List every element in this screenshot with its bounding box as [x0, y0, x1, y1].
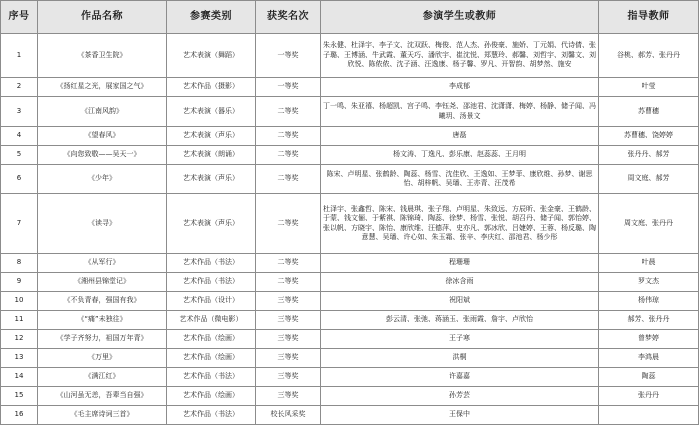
table-row	[1, 146, 699, 165]
cell-teacher: 周文庭、张丹丹	[599, 194, 699, 254]
cell-teacher: 张丹丹	[599, 387, 699, 406]
cell-award: 三等奖	[256, 368, 321, 387]
cell-work: 《望春风》	[38, 127, 167, 146]
cell-work: 《毛主席诗词三首》	[38, 406, 167, 425]
cell-work: 《茶香卫生院》	[38, 34, 167, 78]
cell-members: 朱永健、杜泽宇、李子文、沈双跃、梅俊、范人杰、孙俊豪、施娇、丁元娟、代诗倩、张子璐、王博涵、牛武霞、董天巧、潘欣宇、崔沈悦、郑慧玲、郝馨、刘哲宇、刘馨文、刘欣悦、陈侬侬、沈子涵、汪逸康、杨子馨、罗凡、开智韵、胡梦然、施安	[321, 34, 599, 78]
cell-members: 李成郁	[321, 78, 599, 97]
cell-teacher: 周文庭、郝芳	[599, 165, 699, 194]
cell-category: 艺术作品（书法）	[167, 273, 256, 292]
cell-members: 丁一鸣、朱亚禧、杨超凯、宫子鸣、李钰尧、邵池君、沈潇潇、梅婷、杨静、储子闻、冯曦玥、汤景文	[321, 97, 599, 127]
cell-teacher	[599, 406, 699, 425]
cell-category: 艺术作品（微电影）	[167, 311, 256, 330]
table-row	[1, 127, 699, 146]
cell-category: 艺术表演（器乐）	[167, 97, 256, 127]
cell-members: 彭云清、张弛、蒋涵玉、张雨霞、詹宇、卢欣怡	[321, 311, 599, 330]
cell-no: 4	[1, 127, 38, 146]
table-row	[1, 78, 699, 97]
cell-no: 11	[1, 311, 38, 330]
header-award: 获奖名次	[256, 1, 321, 34]
cell-award: 一等奖	[256, 78, 321, 97]
table-row	[1, 349, 699, 368]
cell-members: 杨文涛、丁逸凡、彭乐康、赵蕊蕊、王月明	[321, 146, 599, 165]
cell-teacher: 李鸿晨	[599, 349, 699, 368]
cell-category: 艺术表演（声乐）	[167, 127, 256, 146]
cell-teacher: 谷桃、郝芳、张丹丹	[599, 34, 699, 78]
cell-members: 陈宋、卢明星、张鹤龄、陶蕊、杨雪、沈佳欣、王逸如、王梦菲、康欣维、孙梦、谢思怡、胡梓帆、吴璠、王亦青、汪茂希	[321, 165, 599, 194]
cell-award: 二等奖	[256, 254, 321, 273]
cell-award: 一等奖	[256, 34, 321, 78]
cell-teacher: 曾梦婷	[599, 330, 699, 349]
cell-no: 1	[1, 34, 38, 78]
cell-award: 三等奖	[256, 330, 321, 349]
cell-work: 《江南风韵》	[38, 97, 167, 127]
cell-members: 孙芳芸	[321, 387, 599, 406]
cell-category: 艺术表演（声乐）	[167, 165, 256, 194]
cell-members: 徐冰含雨	[321, 273, 599, 292]
cell-work: 《湘州县锦堂记》	[38, 273, 167, 292]
cell-work: 《读寻》	[38, 194, 167, 254]
cell-category: 艺术表演（舞蹈）	[167, 34, 256, 78]
cell-category: 艺术作品（书法）	[167, 368, 256, 387]
cell-award: 二等奖	[256, 273, 321, 292]
cell-teacher: 罗文杰	[599, 273, 699, 292]
table-row	[1, 406, 699, 425]
cell-no: 12	[1, 330, 38, 349]
cell-teacher: 叶莹	[599, 78, 699, 97]
cell-category: 艺术作品（绘画）	[167, 330, 256, 349]
cell-no: 9	[1, 273, 38, 292]
cell-work: 《不负青春，强国有我》	[38, 292, 167, 311]
table-row	[1, 254, 699, 273]
header-no: 序号	[1, 1, 38, 34]
cell-award: 三等奖	[256, 311, 321, 330]
cell-work: 《山河虽无恙，吾辈当自强》	[38, 387, 167, 406]
cell-teacher: 陶蕊	[599, 368, 699, 387]
cell-members: 程珊珊	[321, 254, 599, 273]
header-members: 参演学生或教师	[321, 1, 599, 34]
cell-no: 5	[1, 146, 38, 165]
cell-work: 《少年》	[38, 165, 167, 194]
table-body	[1, 34, 699, 425]
cell-no: 7	[1, 194, 38, 254]
cell-category: 艺术表演（声乐）	[167, 194, 256, 254]
cell-work: 《满江红》	[38, 368, 167, 387]
cell-no: 2	[1, 78, 38, 97]
table-row	[1, 273, 699, 292]
cell-members: 唐磊	[321, 127, 599, 146]
cell-category: 艺术作品（绘画）	[167, 349, 256, 368]
cell-award: 三等奖	[256, 387, 321, 406]
cell-award: 二等奖	[256, 127, 321, 146]
cell-work: 《向您致敬——吴天一》	[38, 146, 167, 165]
cell-award: 三等奖	[256, 292, 321, 311]
cell-award: 校长风采奖	[256, 406, 321, 425]
table-row	[1, 165, 699, 194]
cell-teacher: 苏曹穗	[599, 97, 699, 127]
cell-category: 艺术表演（朗诵）	[167, 146, 256, 165]
cell-work: 《万里》	[38, 349, 167, 368]
table-row	[1, 194, 699, 254]
cell-members: 洪桐	[321, 349, 599, 368]
header-category: 参赛类别	[167, 1, 256, 34]
cell-work: 《从军行》	[38, 254, 167, 273]
table-row	[1, 97, 699, 127]
cell-work: 《扬红星之光，展家国之气》	[38, 78, 167, 97]
cell-no: 8	[1, 254, 38, 273]
cell-work: 《“痛”未独往》	[38, 311, 167, 330]
cell-members: 祝阳斌	[321, 292, 599, 311]
cell-award: 三等奖	[256, 349, 321, 368]
cell-members: 许嘉嘉	[321, 368, 599, 387]
cell-category: 艺术作品（摄影）	[167, 78, 256, 97]
cell-category: 艺术作品（绘画）	[167, 387, 256, 406]
cell-teacher: 郝芳、张丹丹	[599, 311, 699, 330]
cell-teacher: 叶晨	[599, 254, 699, 273]
cell-category: 艺术作品（书法）	[167, 254, 256, 273]
cell-teacher: 苏曹穗、饶婷婷	[599, 127, 699, 146]
cell-award: 二等奖	[256, 146, 321, 165]
cell-category: 艺术作品（设计）	[167, 292, 256, 311]
cell-award: 二等奖	[256, 97, 321, 127]
table-row	[1, 330, 699, 349]
cell-teacher: 杨伟琼	[599, 292, 699, 311]
header-row	[1, 1, 699, 34]
cell-teacher: 张丹丹、郝芳	[599, 146, 699, 165]
cell-award: 二等奖	[256, 165, 321, 194]
header-teacher: 指导教师	[599, 1, 699, 34]
cell-no: 14	[1, 368, 38, 387]
cell-no: 16	[1, 406, 38, 425]
cell-members: 王保中	[321, 406, 599, 425]
cell-category: 艺术作品（书法）	[167, 406, 256, 425]
cell-no: 15	[1, 387, 38, 406]
cell-no: 10	[1, 292, 38, 311]
table-row	[1, 387, 699, 406]
cell-members: 王子寒	[321, 330, 599, 349]
cell-work: 《学子齐努力，祖国万年青》	[38, 330, 167, 349]
cell-no: 6	[1, 165, 38, 194]
table-row	[1, 34, 699, 78]
table-row	[1, 292, 699, 311]
table-row	[1, 368, 699, 387]
cell-members: 杜泽宇、张鑫哲、陈宋、钱晨琪、张子翔、卢明星、朱致远、方辰昕、张金豪、王鹤龄、于蒙、钱文俪、于紫祺、陈锦琦、陶蕊、徐梦、杨雪、张悦、胡召丹、储子闻、郭怡婷、张以帆、方晓宇、陈怡、康欣维、汪德萍、史亦凡、郭冰欣、吕婕婷、王蓉、杨反璐、陶意慧、吴璠、许心如、朱玉霜、张辛、李庆红、邵池君、杨少彤	[321, 194, 599, 254]
header-work: 作品名称	[38, 1, 167, 34]
cell-award: 二等奖	[256, 194, 321, 254]
cell-no: 13	[1, 349, 38, 368]
table-row	[1, 311, 699, 330]
cell-no: 3	[1, 97, 38, 127]
